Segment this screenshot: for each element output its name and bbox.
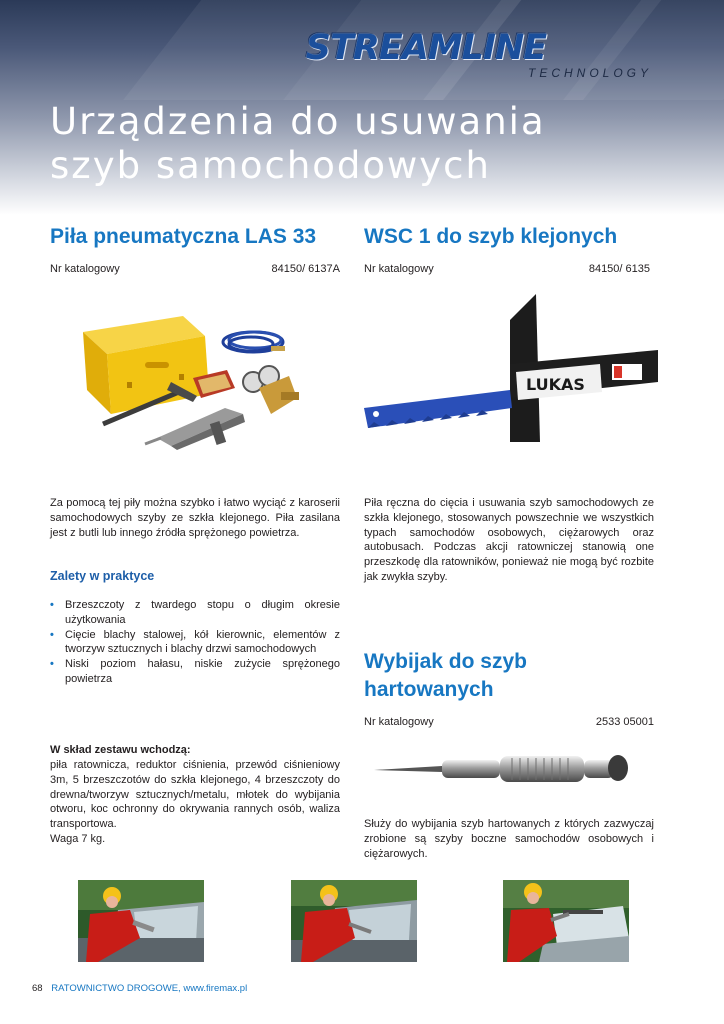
product-heading-wsc1: WSC 1 do szyb klejonych — [364, 225, 618, 248]
product-heading-punch — [364, 648, 664, 704]
bullet-icon: • — [50, 658, 54, 671]
advantages-list — [50, 598, 340, 687]
kit-contents-heading: W skład zestawu wchodzą: — [50, 744, 191, 756]
kit-contents-text: piła ratownicza, reduktor ciśnienia, przewód ciśnieniowy 3m, 5 brzeszczotów do szkła klejonego, 4 brzeszczoty do drewna/tworzyw sztucznych/metalu, młotek do wybijania otworu, koc ochronny do okrywania rannych osób, waliza transportowa. — [50, 759, 340, 831]
publication-link[interactable]: RATOWNICTWO DROGOWE, www.firemax.pl — [51, 983, 248, 994]
punch-tip — [374, 766, 442, 772]
brand-subtitle: TECHNOLOGY — [528, 66, 653, 80]
catalog-number: 2533 05001 — [595, 716, 654, 728]
catalog-label: Nr katalogowy — [364, 716, 434, 728]
catalog-row-las33 — [50, 263, 340, 277]
window-punch-image — [372, 748, 634, 788]
glass-saw-image — [360, 290, 664, 450]
bullet-icon: • — [50, 628, 54, 641]
punch-cap — [608, 755, 628, 781]
rescue-photo-3 — [503, 880, 629, 962]
page-title-line2: szyb samochodowych — [50, 144, 491, 187]
punch-heading-line2: hartowanych — [364, 678, 494, 701]
punch-description: Służy do wybijania szyb hartowanych z których zazwyczaj zrobione są szyby boczne samochodów osobowych i ciężarowych. — [364, 818, 654, 860]
product-heading-las33: Piła pneumatyczna LAS 33 — [50, 225, 317, 248]
advantages-heading: Zalety w praktyce — [50, 569, 155, 583]
page-title — [50, 100, 690, 188]
catalog-row-punch — [364, 716, 654, 730]
wsc1-description: Piła ręczna do cięcia i usuwania szyb samochodowych ze szkła klejonego, stosowanych powszechnie we wszystkich typach samochodów osobowych, ciężarowych oraz autobusach. Podczas akcji ratowniczej stanowią one przeszkodę dla ratowników, ponieważ nie mogą być rozbite jak zwykła szyby. — [364, 497, 654, 583]
page-header — [0, 0, 724, 215]
las33-description: Za pomocą tej piły można szybko i łatwo wyciąć z karoserii samochodowych szyby ze szkła klejonego. Piła zasilana jest z butli lub innego źródła sprężonego powietrza. — [50, 497, 340, 539]
list-item: • Cięcie blachy stalowej, kół kierownic, elementów z tworzyw sztucznych i blachy drzwi samochodowych — [50, 628, 340, 656]
bullet-icon: • — [50, 599, 54, 611]
catalog-label: Nr katalogowy — [364, 263, 434, 275]
brand-logo-text: STREAMLINE — [305, 28, 547, 68]
rescue-photo-2 — [291, 880, 417, 962]
saw-blade — [364, 390, 512, 428]
brand-logo — [268, 30, 584, 66]
punch-grip — [500, 756, 584, 782]
catalog-number: 84150/ 6137A — [271, 263, 340, 275]
list-item: • Brzeszczoty z twardego stopu o długim okresie użytkowania — [50, 599, 340, 626]
case-handle — [145, 362, 169, 368]
catalog-number: 84150/ 6135 — [588, 263, 650, 275]
punch-heading-line1: Wybijak do szyb — [364, 650, 527, 673]
page-footer — [32, 983, 247, 994]
catalog-label: Nr katalogowy — [50, 263, 120, 275]
kit-weight: Waga 7 kg. — [50, 833, 106, 845]
saw-brand-text: LUKAS — [526, 375, 585, 394]
punch-body — [442, 760, 500, 778]
pneumatic-saw-kit-image — [75, 310, 345, 460]
page-number: 68 — [32, 983, 43, 994]
list-item: • Niski poziom hałasu, niskie zużycie sprężonego powietrza — [50, 658, 340, 685]
catalog-row-wsc1 — [364, 263, 650, 277]
page-title-line1: Urządzenia do usuwania — [50, 100, 546, 143]
rescue-photo-1 — [78, 880, 204, 962]
